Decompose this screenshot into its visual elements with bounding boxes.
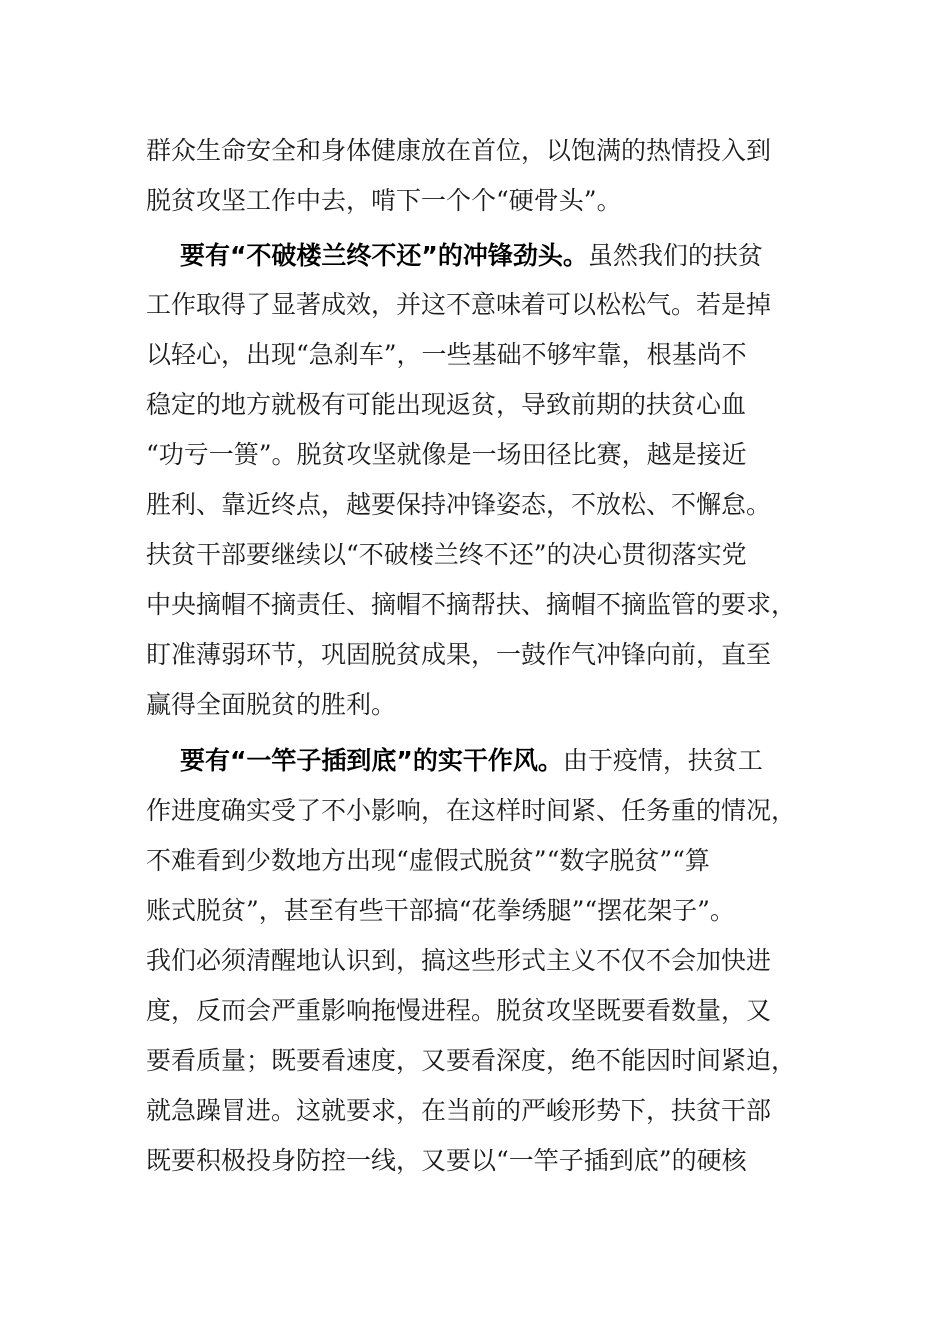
text-line-content: 群众生命安全和身体健康放在首位，以饱满的热情投入到 (146, 136, 772, 165)
text-line-content: 不难看到少数地方出现“虚假式脱贫”“数字脱贫”“算 (146, 846, 710, 875)
text-line (146, 337, 806, 373)
paragraph-first-line (180, 238, 840, 274)
text-line (146, 1143, 806, 1179)
text-line (146, 487, 806, 523)
text-line-content: 脱贫攻坚工作中去，啃下一个个“硬骨头”。 (146, 186, 622, 215)
text-line (146, 843, 806, 879)
paragraph-heading: 要有“不破楼兰终不还”的冲锋劲头。 (180, 241, 588, 270)
text-line (146, 637, 806, 673)
text-line-content: 赢得全面脱贫的胜利。 (146, 690, 397, 719)
text-line-content: 中央摘帽不摘责任、摘帽不摘帮扶、摘帽不摘监管的要求， (146, 590, 797, 619)
text-line-content: 账式脱贫”，甚至有些干部搞“花拳绣腿”“摆花架子”。 (146, 896, 735, 925)
text-line-content: 虽然我们的扶贫 (587, 241, 763, 270)
text-line (146, 1093, 806, 1129)
text-line (146, 993, 806, 1029)
text-line (146, 1043, 806, 1079)
text-line-content: 作进度确实受了不小影响，在这样时间紧、任务重的情况， (146, 796, 797, 825)
text-line (146, 587, 806, 623)
text-line-content: 由于疫情，扶贫工 (562, 746, 763, 775)
text-line (146, 287, 806, 323)
text-line (146, 133, 806, 169)
text-line-content: 胜利、靠近终点，越要保持冲锋姿态，不放松、不懈怠。 (146, 490, 772, 519)
text-line-content: 稳定的地方就极有可能出现返贫，导致前期的扶贫心血 (146, 390, 747, 419)
text-line (146, 893, 806, 929)
text-line-content: 就急躁冒进。这就要求，在当前的严峻形势下，扶贫干部 (146, 1096, 772, 1125)
text-line (146, 183, 806, 219)
text-line (146, 943, 806, 979)
text-line-content: “功亏一篑”。脱贫攻坚就像是一场田径比赛，越是接近 (146, 440, 747, 469)
text-line (146, 537, 806, 573)
text-line-content: 盯准薄弱环节，巩固脱贫成果，一鼓作气冲锋向前，直至 (146, 640, 772, 669)
text-line (146, 437, 806, 473)
text-line-content: 扶贫干部要继续以“不破楼兰终不还”的决心贯彻落实党 (146, 540, 747, 569)
text-line-content: 度，反而会严重影响拖慢进程。脱贫攻坚既要看数量，又 (146, 996, 772, 1025)
text-line-content: 我们必须清醒地认识到，搞这些形式主义不仅不会加快进 (146, 946, 772, 975)
text-line-content: 以轻心，出现“急刹车”，一些基础不够牢靠，根基尚不 (146, 340, 747, 369)
text-line-content: 既要积极投身防控一线，又要以“一竿子插到底”的硬核 (146, 1146, 747, 1175)
text-line-content: 要看质量；既要看速度，又要看深度，绝不能因时间紧迫， (146, 1046, 797, 1075)
text-line (146, 793, 806, 829)
text-line (146, 687, 806, 723)
text-line-content: 工作取得了显著成效，并这不意味着可以松松气。若是掉 (146, 290, 772, 319)
paragraph-first-line (180, 743, 840, 779)
text-line (146, 387, 806, 423)
paragraph-heading: 要有“一竿子插到底”的实干作风。 (180, 746, 563, 775)
